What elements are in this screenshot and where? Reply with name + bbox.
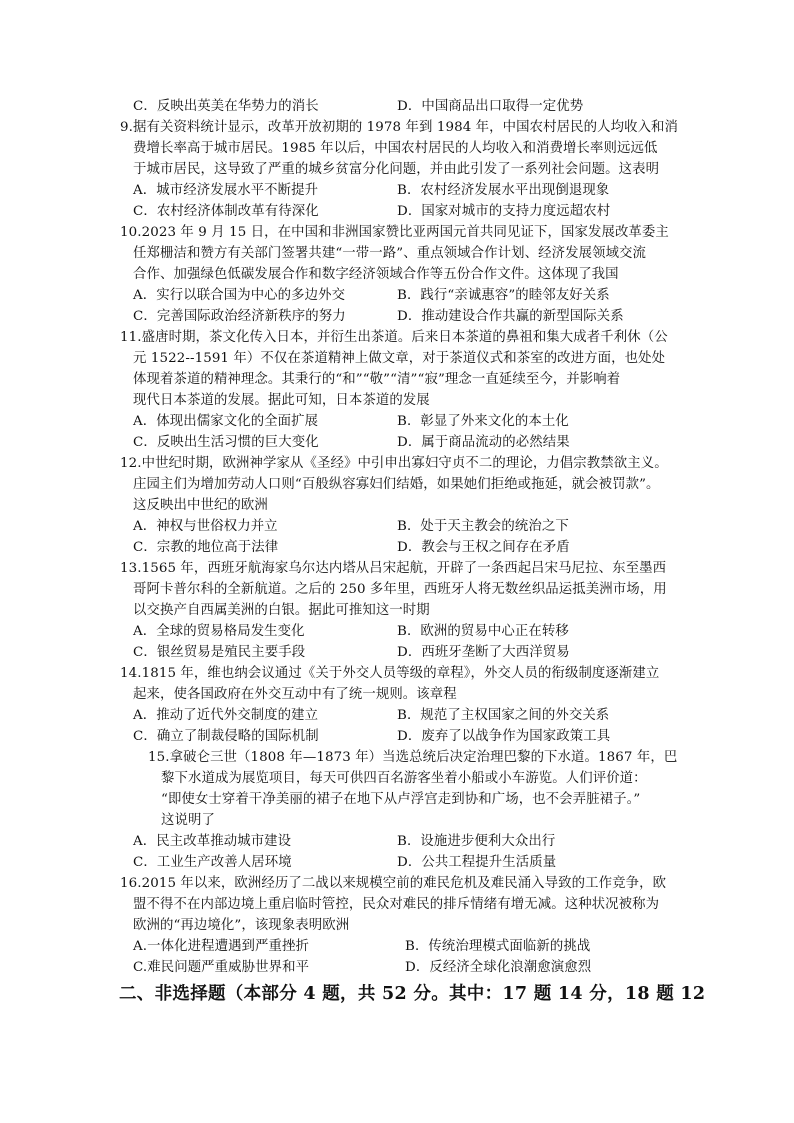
q9-stem-line-2: 费增长率高于城市居民。1985 年以后，中国农村居民的人均收入和消费增长率则远远低 (133, 141, 658, 156)
q14-stem-line-2: 起来，使各国政府在外交互动中有了统一规则。该章程 (133, 687, 457, 702)
q14-option-a: A．推动了近代外交制度的建立 (133, 708, 319, 723)
q15-option-c: C．工业生产改善人居环境 (133, 855, 292, 870)
q13-option-d: D．西班牙垄断了大西洋贸易 (397, 645, 570, 660)
q9-option-c: C．农村经济体制改革有待深化 (133, 204, 319, 219)
q14-option-c: C．确立了制裁侵略的国际机制 (133, 729, 319, 744)
q10-option-a: A．实行以联合国为中心的多边外交 (133, 288, 346, 303)
q15-stem-line-4: 这说明了 (161, 813, 215, 828)
q16-stem-line-2: 盟不得不在内部边境上重启临时管控，民众对难民的排斥情绪有增无减。这种状况被称为 (133, 897, 660, 912)
q11-stem-line-1: 11.盛唐时期，茶文化传入日本，并衍生出茶道。后来日本茶道的鼻祖和集大成者千利休（公 (120, 330, 668, 345)
q15-option-a: A．民主改革推动城市建设 (133, 834, 292, 849)
q9-stem-line-1: 9.据有关资料统计显示，改革开放初期的 1978 年到 1984 年，中国农村居民的人均收入和消 (120, 120, 679, 135)
q13-stem-line-2: 哥阿卡普尔科的全新航道。之后的 250 多年里，西班牙人将无数丝织品运抵美洲市场，用 (133, 582, 667, 597)
q11-stem-line-3: 体现着茶道的精神理念。其秉行的“和”“敬”“清”“寂”理念一直延续至今，并影响着 (133, 372, 621, 387)
q14-stem-line-1: 14.1815 年，维也纳会议通过《关于外交人员等级的章程》，外交人员的衔级制度逐渐建立 (120, 666, 660, 681)
q12-stem-line-3: 这反映出中世纪的欧洲 (133, 498, 268, 513)
q11-stem-line-4: 现代日本茶道的发展。据此可知，日本茶道的发展 (133, 393, 430, 408)
q15-stem-line-1: 15.拿破仑三世（1808 年—1873 年）当选总统后决定治理巴黎的下水道。1867 年，巴 (148, 750, 678, 765)
q10-option-c: C．完善国际政治经济新秩序的努力 (133, 309, 346, 324)
q10-option-b: B．践行“亲诚惠容”的睦邻友好关系 (397, 288, 610, 303)
q9-option-d: D．国家对城市的支持力度远超农村 (397, 204, 611, 219)
q16-option-b: B．传统治理模式面临新的挑战 (405, 939, 591, 954)
q16-option-d: D．反经济全球化浪潮愈演愈烈 (405, 960, 592, 975)
q14-option-b: B．规范了主权国家之间的外交关系 (397, 708, 610, 723)
q10-stem-line-1: 10.2023 年 9 月 15 日，在中国和非洲国家赞比亚两国元首共同见证下，国家发展改革委主 (120, 225, 669, 240)
q16-stem-line-3: 欧洲的“再边境化”，该现象表明欧洲 (133, 918, 350, 933)
section-2-heading: 二、非选择题（本部分 4 题，共 52 分。其中：17 题 14 分，18 题 12 (119, 984, 706, 1004)
q12-stem-line-2: 庄园主们为增加劳动人口则“百般纵容寡妇们结婚，如果她们拒绝或拖延，就会被罚款”。 (133, 477, 660, 492)
q12-option-b: B．处于天主教会的统治之下 (397, 519, 569, 534)
q13-stem-line-3: 以交换产自西属美洲的白银。据此可推知这一时期 (133, 603, 430, 618)
q15-stem-line-3: “即使女士穿着干净美丽的裙子在地下从卢浮宫走到协和广场，也不会弄脏裙子。” (161, 792, 641, 807)
q8-option-d: D．中国商品出口取得一定优势 (397, 99, 584, 114)
q16-stem-line-1: 16.2015 年以来，欧洲经历了二战以来规模空前的难民危机及难民涌入导致的工作竞争，欧 (120, 876, 667, 891)
q14-option-d: D．废弃了以战争作为国家政策工具 (397, 729, 611, 744)
q16-option-c: C.难民问题严重威胁世界和平 (133, 960, 310, 975)
q11-option-a: A．体现出儒家文化的全面扩展 (133, 414, 319, 429)
q13-option-c: C．银丝贸易是殖民主要手段 (133, 645, 306, 660)
q15-option-d: D．公共工程提升生活质量 (397, 855, 557, 870)
q15-stem-line-2: 黎下水道成为展览项目，每天可供四百名游客坐着小船或小车游览。人们评价道： (161, 771, 647, 786)
q9-option-b: B．农村经济发展水平出现倒退现象 (397, 183, 610, 198)
q12-option-d: D．教会与王权之间存在矛盾 (397, 540, 570, 555)
q10-option-d: D．推动建设合作共赢的新型国际关系 (397, 309, 624, 324)
q9-option-a: A．城市经济发展水平不断提升 (133, 183, 319, 198)
q8-option-c: C．反映出英美在华势力的消长 (133, 99, 319, 114)
q16-option-a: A.一体化进程遭遇到严重挫折 (133, 939, 310, 954)
q10-stem-line-2: 任郑栅洁和赞方有关部门签署共建“一带一路”、重点领域合作计划、经济发展领域交流 (133, 246, 647, 261)
q12-option-a: A．神权与世俗权力并立 (133, 519, 278, 534)
q13-option-a: A．全球的贸易格局发生变化 (133, 624, 305, 639)
q11-stem-line-2: 元 1522--1591 年）不仅在茶道精神上做文章，对于茶道仪式和茶室的改进方面，也处处 (133, 351, 666, 366)
q11-option-d: D．属于商品流动的必然结果 (397, 435, 570, 450)
q9-stem-line-3: 于城市居民，这导致了严重的城乡贫富分化问题，并由此引发了一系列社会问题。这表明 (133, 162, 660, 177)
q11-option-c: C．反映出生活习惯的巨大变化 (133, 435, 319, 450)
q12-option-c: C．宗教的地位高于法律 (133, 540, 279, 555)
q13-stem-line-1: 13.1565 年，西班牙航海家乌尔达内塔从吕宋起航，开辟了一条西起吕宋马尼拉、东至墨西 (120, 561, 667, 576)
q11-option-b: B．彰显了外来文化的本土化 (397, 414, 569, 429)
q10-stem-line-3: 合作、加强绿色低碳发展合作和数字经济领域合作等五份合作文件。这体现了我国 (133, 267, 619, 282)
q15-option-b: B．设施进步便利大众出行 (397, 834, 556, 849)
q13-option-b: B．欧洲的贸易中心正在转移 (397, 624, 569, 639)
q12-stem-line-1: 12.中世纪时期，欧洲神学家从《圣经》中引申出寡妇守贞不二的理论，力倡宗教禁欲主义。 (120, 456, 668, 471)
